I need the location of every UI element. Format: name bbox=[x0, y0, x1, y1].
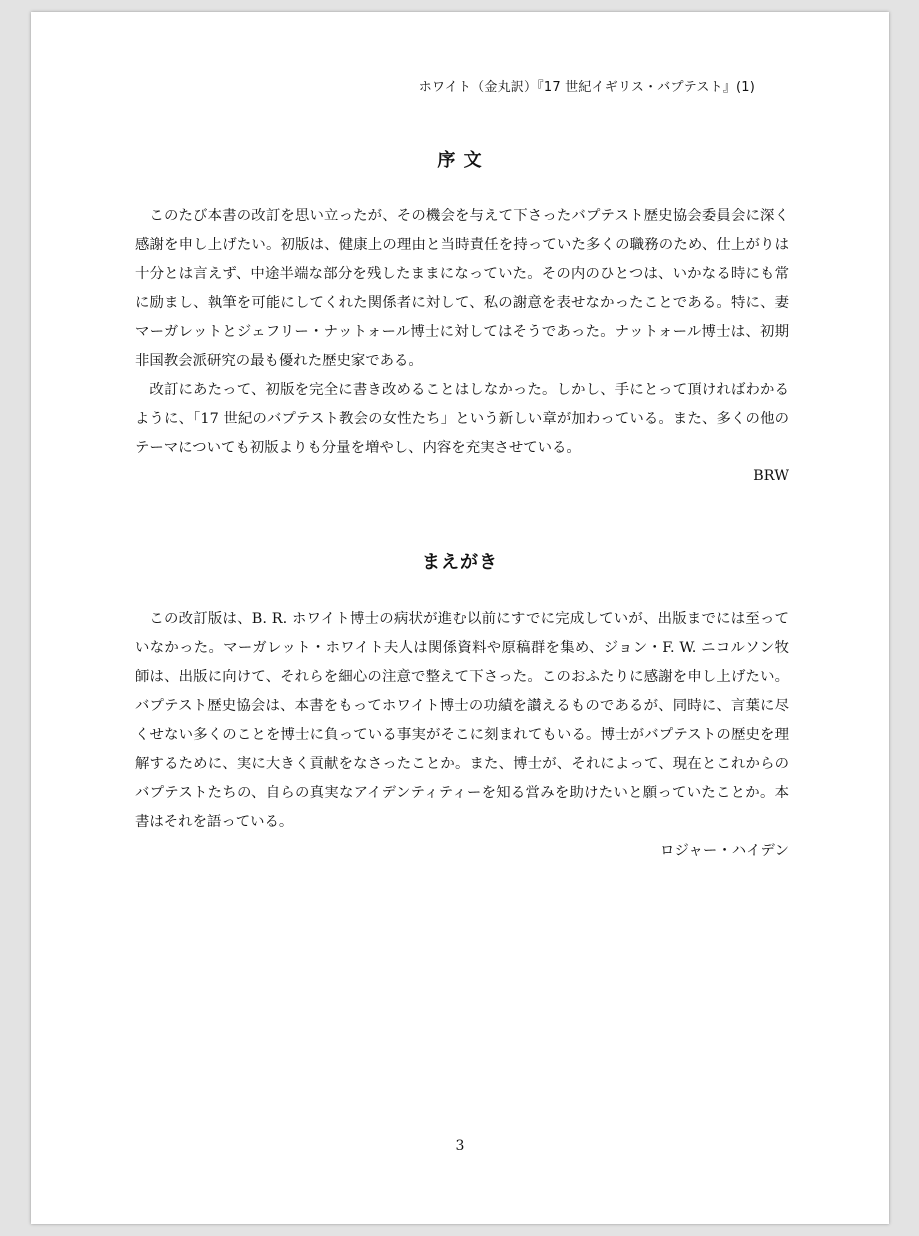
document-page bbox=[31, 12, 889, 1224]
page-number: 3 bbox=[455, 1138, 465, 1154]
preface-title: 序 文 bbox=[437, 150, 483, 171]
preface-paragraph-2: 改訂にあたって、初版を完全に書き改めることはしなかった。しかし、手にとって頂ければわかるように、「17 世紀のバプテスト教会の女性たち」という新しい章が加わっている。また、多くの他のテーマについても初版よりも分量を増やし、内容を充実させている。 bbox=[135, 382, 789, 456]
running-header: ホワイト（金丸訳）『17 世紀イギリス・バプテスト』(1) bbox=[418, 80, 755, 95]
preface-paragraph-1: このたび本書の改訂を思い立ったが、その機会を与えて下さったバプテスト歴史協会委員会に深く感謝を申し上げたい。初版は、健康上の理由と当時責任を持っていた多くの職務のため、仕上がりは十分とは言えず、中途半端な部分を残したままになっていた。その内のひとつは、いかなる時にも常に励まし、執筆を可能にしてくれた関係者に対して、私の謝意を表せなかったことである。特に、妻マーガレットとジェフリー・ナットォール博士に対してはそうであった。ナットォール博士は、初期非国教会派研究の最も優れた歴史家である。 bbox=[135, 208, 789, 369]
foreword-paragraph-1: この改訂版は、B. R. ホワイト博士の病状が進む以前にすでに完成していが、出版までには至っていなかった。マーガレット・ホワイト夫人は関係資料や原稿群を集め、ジョン・F. W. ニコルソン牧師は、出版に向けて、それらを細心の注意で整えて下さった。このおふたりに感謝を申し上げたい。バプテスト歴史協会は、本書をもってホワイト博士の功績を讃えるものであるが、同時に、言葉に尽くせない多くのことを博士に負っている事実がそこに刻まれてもいる。博士がバプテストの歴史を理解するために、実に大きく貢献をなさったことか。また、博士が、それによって、現在とこれからのバプテストたちの、自らの真実なアイデンティティーを知る営みを助けたいと願っていたことか。本書はそれを語っている。 bbox=[135, 611, 789, 830]
preface-body bbox=[135, 202, 789, 463]
preface-signature: BRW bbox=[753, 468, 789, 484]
foreword-signature: ロジャー・ハイデン bbox=[660, 843, 789, 859]
foreword-body bbox=[135, 605, 789, 837]
foreword-title: まえがき bbox=[422, 552, 498, 573]
